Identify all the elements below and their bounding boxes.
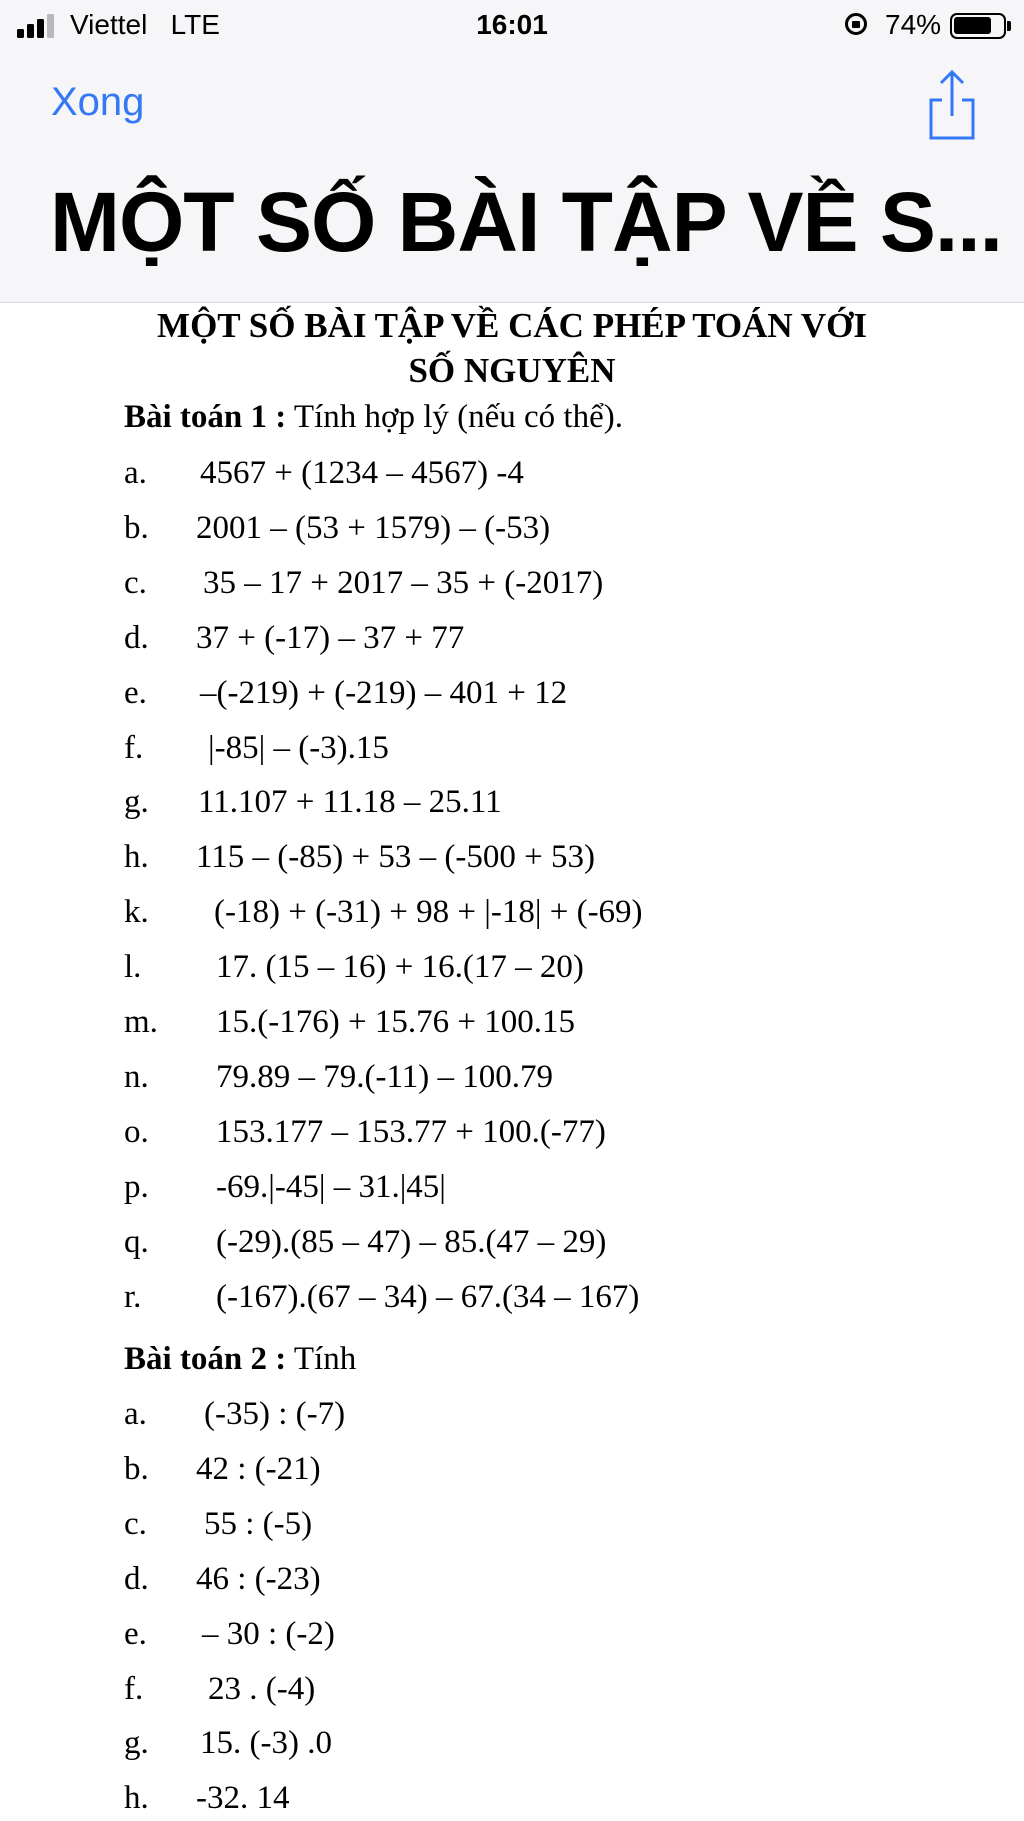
- exercise-1-item-letter: d.: [124, 619, 149, 656]
- exercise-1-item-letter: p.: [124, 1168, 149, 1205]
- exercise-2-item-letter: f.: [124, 1670, 144, 1707]
- exercise-2-item-letter: h.: [124, 1780, 149, 1817]
- done-button[interactable]: Xong: [51, 80, 145, 124]
- status-time: 16:01: [476, 9, 548, 40]
- exercise-1-item-expression: 15.(-176) + 15.76 + 100.15: [216, 1004, 575, 1040]
- exercise-2-item-expression: 15. (-3) .0: [200, 1725, 332, 1762]
- exercise-1-item-expression: (-29).(85 – 47) – 85.(47 – 29): [216, 1223, 607, 1260]
- document-content: [0, 303, 1024, 1821]
- exercise-1-item-expression: 4567 + (1234 – 4567) -4: [200, 455, 524, 491]
- exercise-1-item-expression: 2001 – (53 + 1579) – (-53): [196, 509, 551, 546]
- exercise-1-item-letter: k.: [124, 894, 149, 931]
- exercise-1-item-letter: l.: [124, 949, 142, 986]
- exercise-1-item-expression: 37 + (-17) – 37 + 77: [196, 619, 465, 656]
- exercise-2-item-letter: e.: [124, 1615, 147, 1652]
- exercise-1-item-expression: 35 – 17 + 2017 – 35 + (-2017): [203, 564, 604, 601]
- status-bar: [0, 0, 1024, 52]
- exercise-1-heading: [124, 399, 623, 436]
- carrier-label: Viettel LTE: [70, 9, 220, 40]
- navigation-header: [0, 0, 1024, 303]
- exercise-1-item-letter: m.: [124, 1004, 158, 1040]
- battery-percentage: 74%: [885, 9, 942, 40]
- exercise-2-item-expression: (-35) : (-7): [204, 1396, 346, 1432]
- document-title-line-1: MỘT SỐ BÀI TẬP VỀ CÁC PHÉP TOÁN VỚI: [157, 306, 867, 345]
- exercise-1-item-expression: 79.89 – 79.(-11) – 100.79: [216, 1058, 553, 1095]
- exercise-1-item-letter: h.: [124, 839, 149, 876]
- exercise-2-item-letter: d.: [124, 1560, 149, 1597]
- exercise-1-item-expression: 11.107 + 11.18 – 25.11: [198, 784, 502, 821]
- exercise-1-item-expression: |-85| – (-3).15: [208, 729, 389, 766]
- exercise-2-instruction: Tính: [286, 1341, 357, 1377]
- exercise-1-item-letter: q.: [124, 1223, 149, 1260]
- share-button[interactable]: [924, 66, 980, 142]
- exercise-1-item-expression: (-18) + (-31) + 98 + |-18| + (-69): [214, 894, 643, 931]
- page-title: MỘT SỐ BÀI TẬP VỀ S...: [50, 175, 1002, 269]
- exercise-2-item-letter: g.: [124, 1725, 149, 1762]
- exercise-2-heading: [124, 1341, 356, 1378]
- document-title-line-2: SỐ NGUYÊN: [408, 351, 616, 390]
- exercise-1-item-expression: 17. (15 – 16) + 16.(17 – 20): [216, 949, 584, 986]
- exercise-2-item-expression: – 30 : (-2): [202, 1615, 335, 1652]
- exercise-1-item-expression: –(-219) + (-219) – 401 + 12: [200, 674, 568, 711]
- exercise-1-item-letter: f.: [124, 729, 144, 766]
- exercise-1-label: Bài toán 1 :: [124, 399, 287, 435]
- exercise-1-item-letter: a.: [124, 455, 147, 491]
- exercise-1-item-letter: g.: [124, 784, 149, 821]
- exercise-2-item-expression: 42 : (-21): [196, 1450, 321, 1487]
- exercise-2-item-letter: a.: [124, 1396, 147, 1432]
- exercise-2-item-expression: 46 : (-23): [196, 1560, 321, 1597]
- exercise-1-item-letter: c.: [124, 564, 147, 601]
- share-icon: [924, 66, 980, 142]
- exercise-1-item-letter: r.: [124, 1278, 142, 1315]
- exercise-1-item-expression: 153.177 – 153.77 + 100.(-77): [216, 1113, 606, 1150]
- battery-icon: [950, 13, 1006, 39]
- exercise-1-item-letter: n.: [124, 1058, 149, 1095]
- exercise-1-item-expression: (-167).(67 – 34) – 67.(34 – 167): [216, 1278, 640, 1315]
- rotation-lock-icon: [845, 13, 867, 35]
- exercise-2-item-letter: b.: [124, 1450, 149, 1487]
- exercise-2-label: Bài toán 2 :: [124, 1341, 287, 1377]
- exercise-2-item-letter: c.: [124, 1505, 147, 1542]
- exercise-1-item-letter: o.: [124, 1113, 149, 1150]
- exercise-1-item-letter: e.: [124, 674, 147, 711]
- exercise-2-item-expression: 55 : (-5): [204, 1505, 313, 1542]
- exercise-2-item-expression: 23 . (-4): [208, 1670, 316, 1707]
- exercise-1-instruction: Tính hợp lý (nếu có thể).: [286, 399, 623, 435]
- exercise-1-item-letter: b.: [124, 509, 149, 546]
- exercise-1-item-expression: 115 – (-85) + 53 – (-500 + 53): [196, 839, 595, 876]
- exercise-1-item-expression: -69.|-45| – 31.|45|: [216, 1168, 446, 1205]
- exercise-2-item-expression: -32. 14: [196, 1780, 290, 1817]
